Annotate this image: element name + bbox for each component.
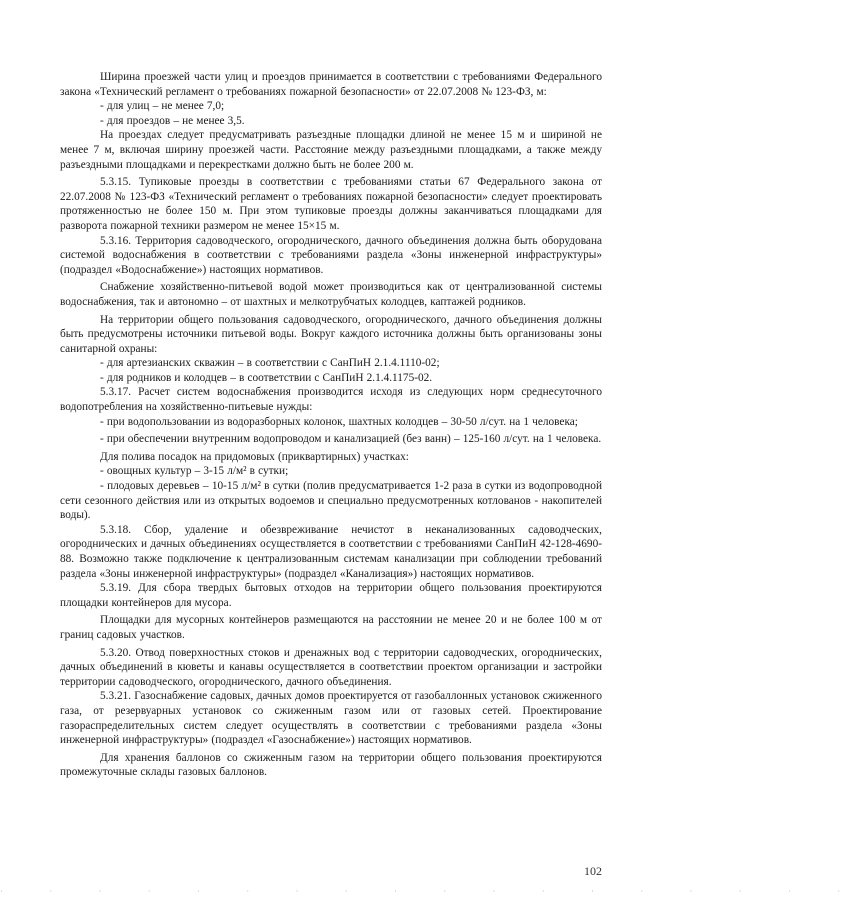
list-item-standpipes: - при водопользовании из водоразборных колонок, шахтных колодцев – 30-50 л/сут. на 1 человека; [100, 415, 578, 428]
paragraph-irrigation: Для полива посадок на придомовых (приквартирных) участках: [100, 450, 409, 463]
paragraph-5-3-21: 5.3.21. Газоснабжение садовых, дачных домов проектируется от газобаллонных установок сжиженного газа, от резервуарных установок со сжиженным газом или от газовых сетей. Проектирование газораспределительных систем следует осуществлять в соответствии с требованиями раздела «Зоны инженерной инфраструктуры» (подраздел «Газоснабжение») настоящих нормативов. [60, 690, 602, 747]
paragraph-roadway-width: Ширина проезжей части улиц и проездов принимается в соответствии с требованиями Федерального закона «Технический регламент о требованиях пожарной безопасности» от 22.07.2008 № 123-ФЗ, м: [60, 71, 602, 98]
page-number: 102 [584, 864, 602, 878]
paragraph-5-3-18: 5.3.18. Сбор, удаление и обезвреживание нечистот в неканализованных садоводческих, огороднических и дачных объединениях осуществляется в соответствии с требованиями СанПиН 42-128-4690-88. Возможно также подключение к централизованным системам канализации при соблюдении требований раздела «Зоны инженерной инфраструктуры» (подраздел «Канализация») настоящих нормативов. [60, 523, 602, 580]
paragraph-water-supply: Снабжение хозяйственно-питьевой водой может производиться как от централизованной системы водоснабжения, так и автономно – от шахтных и мелкотрубчатых колодцев, каптажей родников. [60, 281, 602, 308]
paragraph-drinking-water-sources: На территории общего пользования садоводческого, огороднического, дачного объединения должны быть предусмотрены источники питьевой воды. Вокруг каждого источника должны быть организованы зоны санитарной охраны: [60, 313, 602, 355]
document-body [60, 70, 602, 780]
list-item-vegetables: - овощных культур – 3-15 л/м² в сутки; [100, 465, 289, 478]
paragraph-5-3-15: 5.3.15. Тупиковые проезды в соответствии с требованиями статьи 67 Федерального закона от 22.07.2008 № 123-ФЗ «Технический регламент о требованиях пожарной безопасности» следует проектировать протяженностью не более 150 м. При этом тупиковые проезды должны заканчиваться площадками для разворота пожарной техники размером не менее 15×15 м. [60, 176, 602, 232]
paragraph-5-3-16: 5.3.16. Территория садоводческого, огороднического, дачного объединения должна быть оборудована системой водоснабжения в соответствии с требованиями раздела «Зоны инженерной инфраструктуры» (подраздел «Водоснабжение») настоящих нормативов. [60, 234, 602, 276]
paragraph-waste-containers: Площадки для мусорных контейнеров размещаются на расстоянии не менее 20 и не более 100 м от границ садовых участков. [60, 614, 602, 641]
paragraph-5-3-20: 5.3.20. Отвод поверхностных стоков и дренажных вод с территории садоводческих, огороднических, дачных объединений в кюветы и канавы осуществляется в соответствии проектом организации и застройки территории садоводческого, огороднического, дачного объединения. [60, 646, 602, 688]
paragraph-5-3-17: 5.3.17. Расчет систем водоснабжения производится исходя из следующих норм среднесуточного водопотребления на хозяйственно-питьевые нужды: [60, 386, 602, 414]
list-item-internal-plumbing: - при обеспечении внутренним водопроводом и канализацией (без ванн) – 125-160 л/сут. на 1 человека. [100, 433, 602, 446]
list-item-springs-wells: - для родников и колодцев – в соответствии с СанПиН 2.1.4.1175-02. [100, 371, 433, 384]
paragraph-gas-cylinder-storage: Для хранения баллонов со сжиженным газом на территории общего пользования проектируются промежуточные склады газовых баллонов. [60, 751, 602, 779]
list-item-fruit-trees: - плодовых деревьев – 10-15 л/м² в сутки (полив предусматривается 1-2 раза в сутки из водопроводной сети сезонного действия или из открытых водоемов и специально предусмотренных котлованов - накопителей воды). [60, 480, 602, 522]
paragraph-5-3-19: 5.3.19. Для сбора твердых бытовых отходов на территории общего пользования проектируются площадки контейнеров для мусора. [60, 582, 602, 609]
paragraph-passing-areas: На проездах следует предусматривать разъездные площадки длиной не менее 15 м и шириной не менее 7 м, включая ширину проезжей части. Расстояние между разъездными площадками, а также между разъездными площадками и перекрестками должно быть не более 200 м. [60, 129, 602, 171]
list-item-streets: - для улиц – не менее 7,0; [100, 100, 225, 113]
list-item-artesian-wells: - для артезианских скважин – в соответствии с СанПиН 2.1.4.1110-02; [100, 357, 440, 370]
list-item-passages: - для проездов – не менее 3,5. [100, 114, 245, 127]
scan-edge-marks: · · · · · · · · · · · · · · · · · · [0, 886, 862, 896]
